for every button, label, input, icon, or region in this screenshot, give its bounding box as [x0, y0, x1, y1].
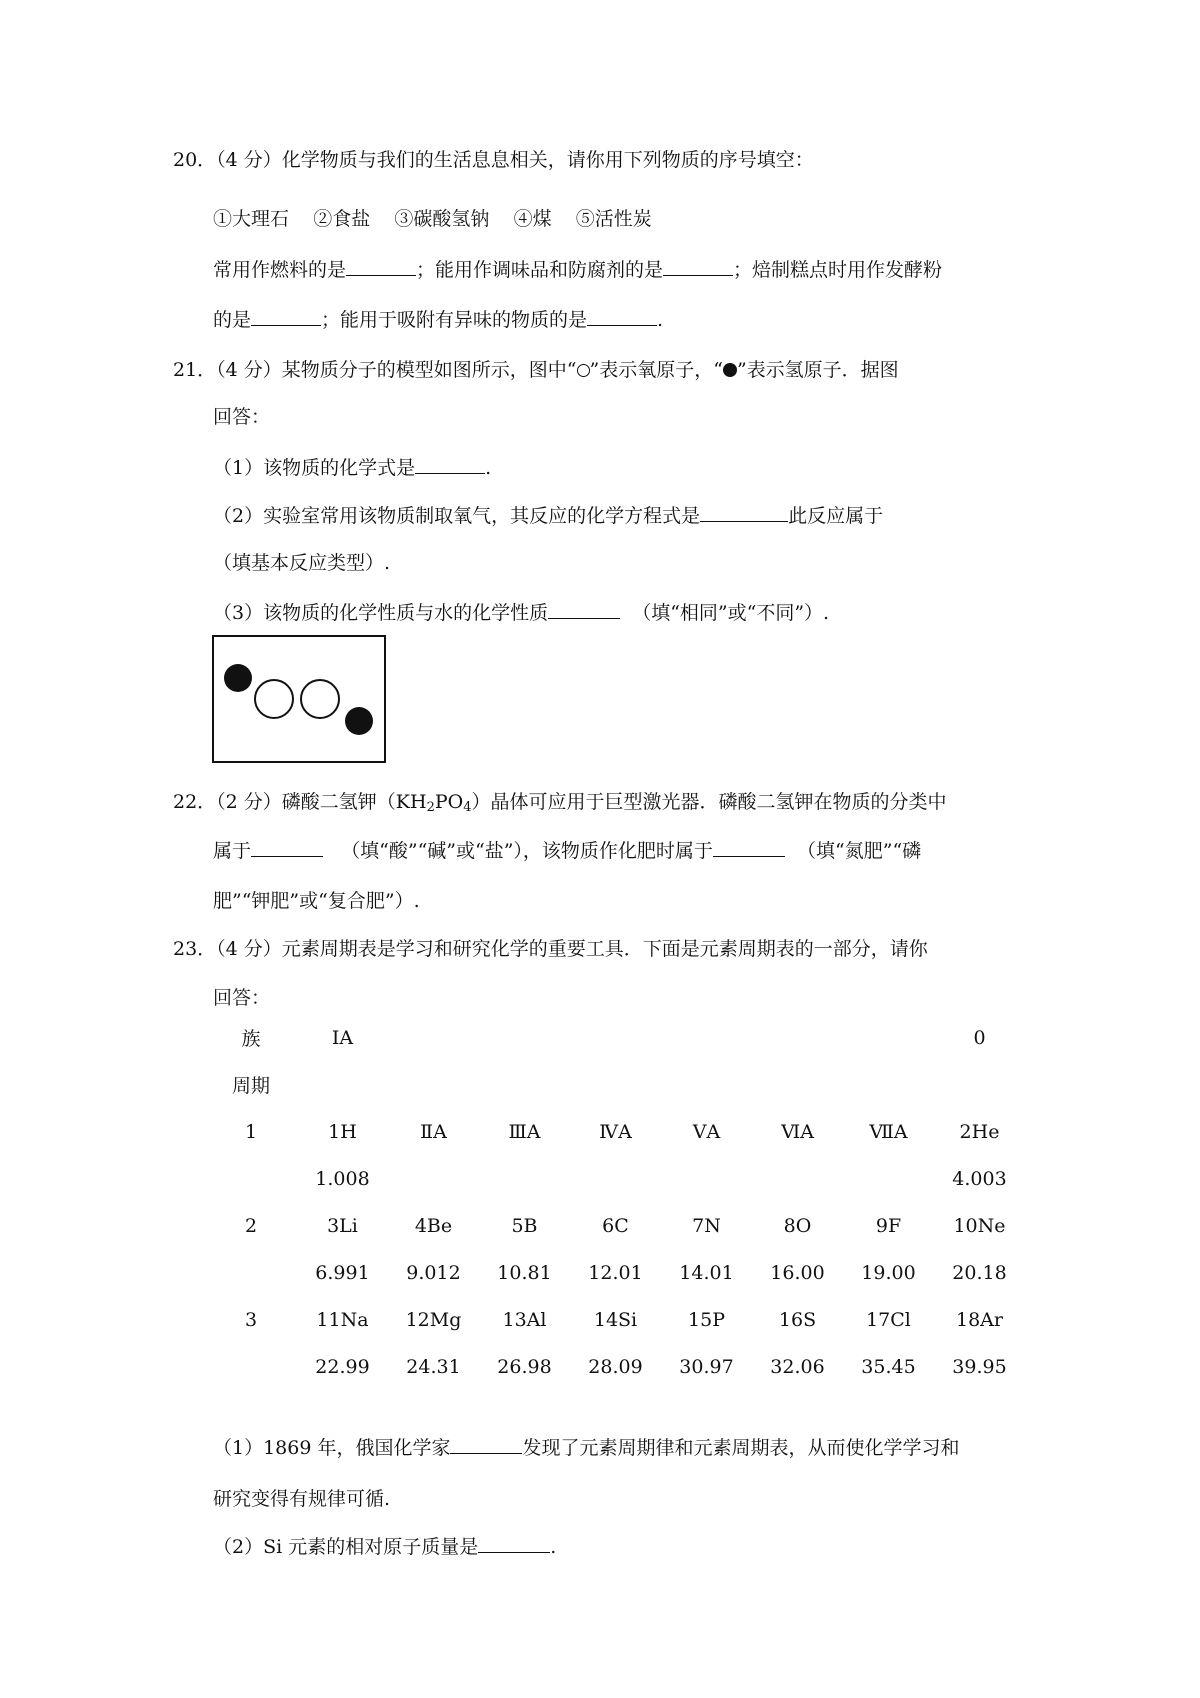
periodic-table-cell [934, 1061, 1025, 1108]
periodic-table-cell [843, 1155, 934, 1202]
q20-option-3: ③碳酸氢钠 [394, 208, 490, 230]
periodic-table-cell [205, 1155, 297, 1202]
periodic-table-cell: 10.81 [497, 1261, 552, 1284]
hydrogen-dot-icon [723, 363, 737, 377]
q20-option-4: ④煤 [513, 208, 552, 230]
q20-stem: 20．（4 分）化学物质与我们的生活息息相关，请你用下列物质的序号填空： [173, 149, 814, 171]
periodic-table-cell: 3Li [327, 1214, 358, 1237]
q22-subscript: 2 [426, 800, 435, 815]
q22-text-2c: （填“氮肥”“磷 [797, 840, 922, 862]
q20-text-1c: ；焙制糕点时用作发酵粉 [733, 259, 943, 281]
periodic-table-cell: 14Si [593, 1308, 638, 1331]
periodic-table-cell: 16.00 [770, 1261, 825, 1284]
periodic-table-row [205, 1108, 1025, 1155]
periodic-table-cell [570, 1155, 661, 1202]
q22-subscript: 4 [463, 800, 472, 815]
q20-line2 [213, 306, 663, 334]
periodic-table-cell [388, 1014, 479, 1061]
periodic-table-cell: ⅣA [599, 1120, 632, 1143]
periodic-table-row [205, 1061, 1025, 1108]
periodic-table-cell: 7N [692, 1214, 721, 1237]
hydrogen-atom [345, 707, 373, 735]
q20-text-2c: . [657, 309, 664, 331]
q21-text-a: 21．（4 分）某物质分子的模型如图所示，图中“ [173, 359, 577, 381]
periodic-table-cell: 24.31 [406, 1355, 461, 1378]
periodic-table-cell: 32.06 [770, 1355, 825, 1378]
oxygen-circle-icon [577, 364, 590, 377]
periodic-table-cell: 2 [244, 1214, 258, 1237]
oxygen-atom [301, 680, 339, 718]
answer-blank[interactable] [587, 307, 657, 326]
q23-p1-text: （1）1869 年，俄国化学家 [213, 1437, 451, 1459]
periodic-table-cell [297, 1061, 388, 1108]
periodic-table-row [205, 1155, 1025, 1202]
answer-blank[interactable] [478, 1534, 550, 1553]
q23-p1-end: 发现了元素周期律和元素周期表，从而使化学学习和 [522, 1437, 960, 1459]
periodic-table-cell [388, 1155, 479, 1202]
answer-blank[interactable] [548, 600, 620, 619]
periodic-table-cell: 30.97 [679, 1355, 734, 1378]
q23-stem: 23．（4 分）元素周期表是学习和研究化学的重要工具．下面是元素周期表的一部分，请你 [173, 938, 928, 960]
q20-text-2a: 的是 [213, 309, 252, 331]
periodic-table-cell: 13Al [502, 1308, 547, 1331]
periodic-table-cell: 15P [688, 1308, 725, 1331]
q23-part1 [213, 1434, 960, 1462]
periodic-table-cell [479, 1061, 570, 1108]
periodic-table-cell: 周期 [231, 1075, 270, 1097]
periodic-table-cell: 17Cl [866, 1308, 911, 1331]
periodic-table-cell: 19.00 [861, 1261, 916, 1284]
answer-blank[interactable] [346, 257, 416, 276]
periodic-table-cell [661, 1155, 752, 1202]
periodic-table-cell [479, 1014, 570, 1061]
periodic-table-cell: 12.01 [588, 1261, 643, 1284]
periodic-table-cell: 28.09 [588, 1355, 643, 1378]
periodic-table [205, 1014, 1025, 1390]
periodic-table-cell: ⅦA [869, 1120, 908, 1143]
periodic-table-cell: 11Na [316, 1308, 369, 1331]
periodic-table-cell: 族 [241, 1028, 261, 1050]
periodic-table-row [205, 1202, 1025, 1249]
q23-p2-end: . [550, 1536, 557, 1558]
q22-line2 [213, 837, 921, 865]
periodic-table-cell: ⅢA [508, 1120, 541, 1143]
q20-line1 [213, 256, 942, 284]
periodic-table-cell: 22.99 [315, 1355, 370, 1378]
periodic-table-cell: 2He [959, 1120, 1000, 1143]
answer-blank[interactable] [713, 838, 785, 857]
q20-options [213, 205, 652, 233]
oxygen-atom [255, 680, 293, 718]
periodic-table-cell [479, 1155, 570, 1202]
q21-part3 [213, 599, 829, 627]
periodic-table-cell: 14.01 [679, 1261, 734, 1284]
periodic-table-cell: ⅡA [420, 1120, 447, 1143]
q23-stem-cont: 回答： [213, 987, 271, 1009]
answer-blank[interactable] [663, 257, 733, 276]
answer-blank[interactable] [251, 307, 321, 326]
periodic-table-cell [843, 1061, 934, 1108]
periodic-table-cell: 26.98 [497, 1355, 552, 1378]
periodic-table-cell [570, 1014, 661, 1061]
periodic-table-cell: ⅥA [781, 1120, 814, 1143]
q21-p3-text: （3）该物质的化学性质与水的化学性质 [213, 602, 549, 624]
q22-text-2a: 属于 [213, 840, 252, 862]
periodic-table-cell: 6.991 [315, 1261, 370, 1284]
q21-p1-end: . [485, 457, 492, 479]
q21-part2-cont: （填基本反应类型）. [213, 552, 391, 574]
periodic-table-cell: 4.003 [952, 1167, 1007, 1190]
q22-stem [173, 788, 947, 816]
periodic-table-cell: 20.18 [952, 1261, 1007, 1284]
periodic-table-cell: 39.95 [952, 1355, 1007, 1378]
q22-text-c: ）晶体可应用于巨型激光器．磷酸二氢钾在物质的分类中 [471, 791, 947, 813]
q20-text-2b: ；能用于吸附有异味的物质的是 [321, 309, 588, 331]
q21-p2-text: （2）实验室常用该物质制取氧气，其反应的化学方程式是 [213, 505, 701, 527]
periodic-table-cell: 6C [602, 1214, 629, 1237]
q21-text-b: ”表示氧原子，“ [589, 359, 723, 381]
periodic-table-row [205, 1296, 1025, 1343]
q21-stem-cont: 回答： [213, 406, 271, 428]
q20-text-1b: ；能用作调味品和防腐剂的是 [416, 259, 664, 281]
q22-line3: 肥”“钾肥”或“复合肥”）. [213, 890, 420, 912]
periodic-table-row [205, 1249, 1025, 1296]
periodic-table-cell: 8O [783, 1214, 812, 1237]
q21-p3-end: （填“相同”或“不同”）. [632, 602, 830, 624]
periodic-table-cell: 35.45 [861, 1355, 916, 1378]
q23-p2-text: （2）Si 元素的相对原子质量是 [213, 1536, 479, 1558]
periodic-table-cell: 1.008 [315, 1167, 370, 1190]
periodic-table-cell [205, 1343, 297, 1390]
q21-text-c: ”表示氢原子．据图 [736, 359, 899, 381]
periodic-table-cell: 1 [244, 1120, 258, 1143]
periodic-table-cell [661, 1014, 752, 1061]
periodic-table-row [205, 1343, 1025, 1390]
periodic-table-cell [752, 1061, 843, 1108]
periodic-table-cell [388, 1061, 479, 1108]
q23-part2 [213, 1533, 556, 1561]
answer-blank[interactable] [450, 1435, 522, 1454]
q21-stem [173, 356, 899, 384]
q20-text-1a: 常用作燃料的是 [213, 259, 347, 281]
q22-text-a: 22．（2 分）磷酸二氢钾（KH [173, 791, 427, 813]
periodic-table-cell: 1H [328, 1120, 357, 1143]
q21-part1 [213, 454, 491, 482]
h2o2-molecule-model-figure [212, 635, 386, 763]
q21-part2 [213, 502, 883, 530]
q21-p1-text: （1）该物质的化学式是 [213, 457, 416, 479]
periodic-table-cell: 9.012 [406, 1261, 461, 1284]
hydrogen-atom [224, 664, 252, 692]
q20-option-5: ⑤活性炭 [575, 208, 652, 230]
periodic-table-cell: 16S [778, 1308, 817, 1331]
answer-blank[interactable] [700, 503, 788, 522]
periodic-table-cell: 0 [973, 1026, 986, 1049]
q20-option-2: ②食盐 [313, 208, 371, 230]
periodic-table-cell: 12Mg [405, 1308, 462, 1331]
figure-frame [213, 636, 385, 762]
periodic-table-cell: ⅤA [692, 1120, 721, 1143]
periodic-table-cell [752, 1014, 843, 1061]
periodic-table-row [205, 1014, 1025, 1061]
periodic-table-cell: 10Ne [953, 1214, 1006, 1237]
q22-text-2b: （填“酸”“碱”或“盐”），该物质作化肥时属于 [341, 840, 713, 862]
q22-text-b: PO [434, 791, 464, 813]
periodic-table-cell [205, 1249, 297, 1296]
periodic-table-cell: 18Ar [956, 1308, 1003, 1331]
q20-option-1: ①大理石 [213, 208, 290, 230]
answer-blank[interactable] [415, 455, 485, 474]
periodic-table-cell [843, 1014, 934, 1061]
periodic-table-cell [752, 1155, 843, 1202]
periodic-table-cell: 9F [875, 1214, 902, 1237]
periodic-table-cell [570, 1061, 661, 1108]
q23-part1-cont: 研究变得有规律可循. [213, 1488, 391, 1510]
periodic-table-cell: 4Be [414, 1214, 453, 1237]
periodic-table-cell: 3 [244, 1308, 258, 1331]
answer-blank[interactable] [251, 838, 323, 857]
periodic-table-cell: 5B [511, 1214, 538, 1237]
q21-p2-end: 此反应属于 [788, 505, 884, 527]
periodic-table-cell [661, 1061, 752, 1108]
periodic-table-cell: ⅠA [331, 1026, 354, 1049]
